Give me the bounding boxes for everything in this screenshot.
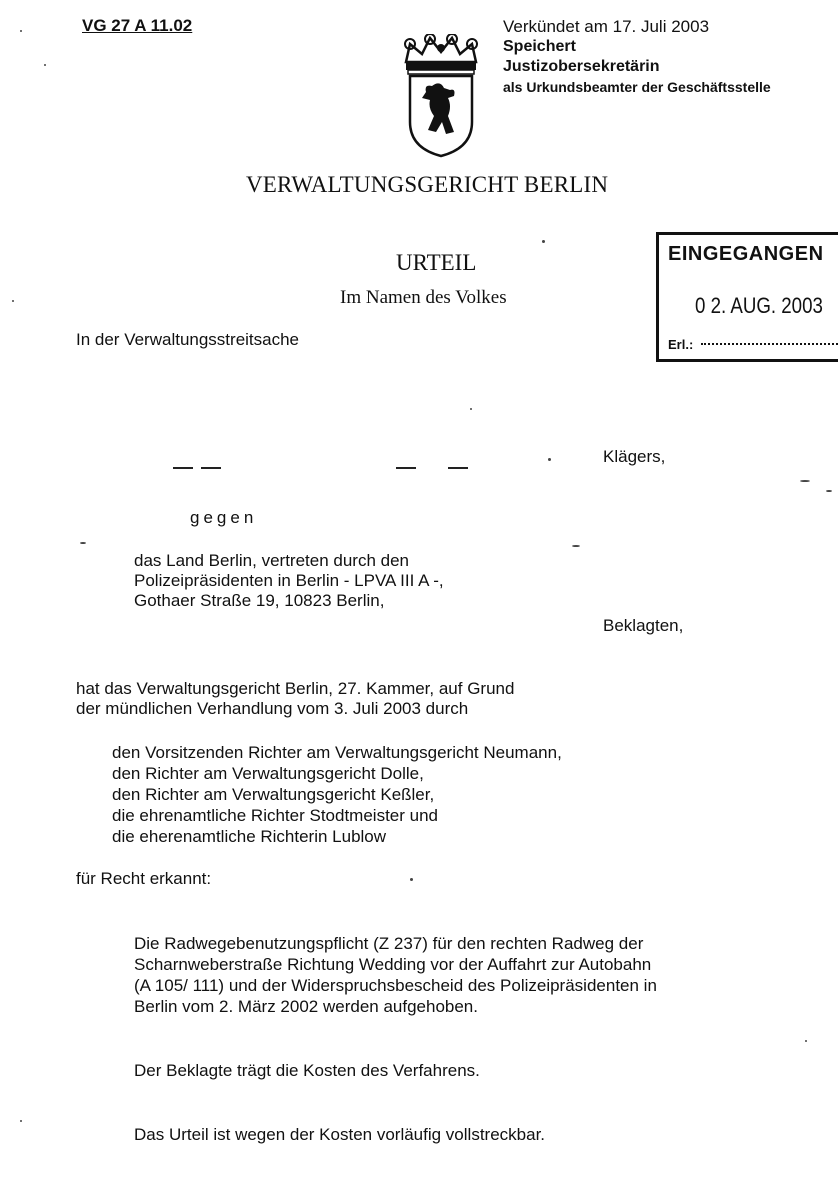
- scan-speck: [80, 542, 86, 544]
- ruling-line: Scharnweberstraße Richtung Wedding vor der Auffahrt zur Autobahn: [134, 955, 652, 974]
- clerk-name: Speichert: [503, 38, 576, 55]
- judge-entry: den Richter am Verwaltungsgericht Dolle,: [112, 764, 424, 783]
- scan-speck: [826, 490, 832, 492]
- subtitle: Im Namen des Volkes: [340, 287, 507, 308]
- received-stamp: [656, 232, 838, 362]
- ruling-line: Die Radwegebenutzungspflicht (Z 237) für den rechten Radweg der: [134, 934, 644, 953]
- plaintiff-role: Klägers,: [603, 447, 666, 466]
- defendant-line: Polizeipräsidenten in Berlin - LPVA III A -,: [134, 571, 444, 590]
- redaction-mark: [173, 467, 193, 469]
- judge-entry: die ehrenamtliche Richter Stodtmeister und: [112, 806, 438, 825]
- case-number: VG 27 A 11.02: [82, 16, 193, 35]
- defendant-line: Gothaer Straße 19, 10823 Berlin,: [134, 591, 385, 610]
- composition-line: der mündlichen Verhandlung vom 3. Juli 2003 durch: [76, 699, 469, 718]
- court-composition: [76, 679, 514, 719]
- scan-speck: [548, 458, 551, 461]
- verdict-lead: für Recht erkannt:: [76, 869, 212, 888]
- berlin-bear-crest-icon: [400, 34, 482, 164]
- court-name: VERWALTUNGSGERICHT BERLIN: [246, 172, 609, 197]
- announced-date: Verkündet am 17. Juli 2003: [503, 17, 710, 36]
- scan-speck: [410, 878, 413, 881]
- scan-speck: [805, 1040, 807, 1042]
- judge-entry: die eherenamtliche Richterin Lublow: [112, 827, 387, 846]
- judge-entry: den Richter am Verwaltungsgericht Keßler,: [112, 785, 435, 804]
- clerk-role: als Urkundsbeamter der Geschäftsstelle: [503, 79, 771, 95]
- judge-entry: den Vorsitzenden Richter am Verwaltungsgericht Neumann,: [112, 743, 562, 762]
- clerk-title: Justizobersekretärin: [503, 58, 660, 75]
- redaction-mark: [396, 467, 416, 469]
- redaction-mark: [448, 467, 468, 469]
- stamp-title: EINGEGANGEN: [668, 243, 824, 265]
- stamp-dotted-line: [701, 343, 838, 345]
- ruling-enforceability: Das Urteil ist wegen der Kosten vorläufig vollstreckbar.: [134, 1125, 546, 1144]
- scan-speck: [20, 1120, 22, 1122]
- ruling-line: Berlin vom 2. März 2002 werden aufgehoben.: [134, 997, 478, 1016]
- scan-speck: [542, 240, 545, 243]
- stamp-date: 0 2. AUG. 2003: [695, 293, 823, 318]
- scan-speck: [44, 64, 46, 66]
- scan-speck: [572, 545, 580, 547]
- scan-speck: [12, 300, 14, 302]
- scan-speck: [20, 30, 22, 32]
- ruling-line: (A 105/ 111) und der Widerspruchsbescheid des Polizeipräsidenten in: [134, 976, 657, 995]
- case-intro: In der Verwaltungsstreitsache: [76, 330, 300, 349]
- scan-speck: [800, 480, 810, 482]
- composition-line: hat das Verwaltungsgericht Berlin, 27. Kammer, auf Grund: [76, 679, 515, 698]
- document-type: URTEIL: [396, 250, 477, 275]
- ruling-costs: Der Beklagte trägt die Kosten des Verfahrens.: [134, 1061, 480, 1080]
- announcement-block: [503, 17, 771, 97]
- stamp-erl-label: Erl.:: [668, 337, 694, 352]
- defendant-block: [134, 551, 444, 611]
- defendant-line: das Land Berlin, vertreten durch den: [134, 551, 410, 570]
- defendant-role: Beklagten,: [603, 616, 684, 635]
- scan-speck: [470, 408, 472, 410]
- redaction-mark: [201, 467, 221, 469]
- versus-label: gegen: [190, 508, 258, 527]
- judges-list: [112, 742, 562, 847]
- ruling-paragraph: [134, 933, 657, 1017]
